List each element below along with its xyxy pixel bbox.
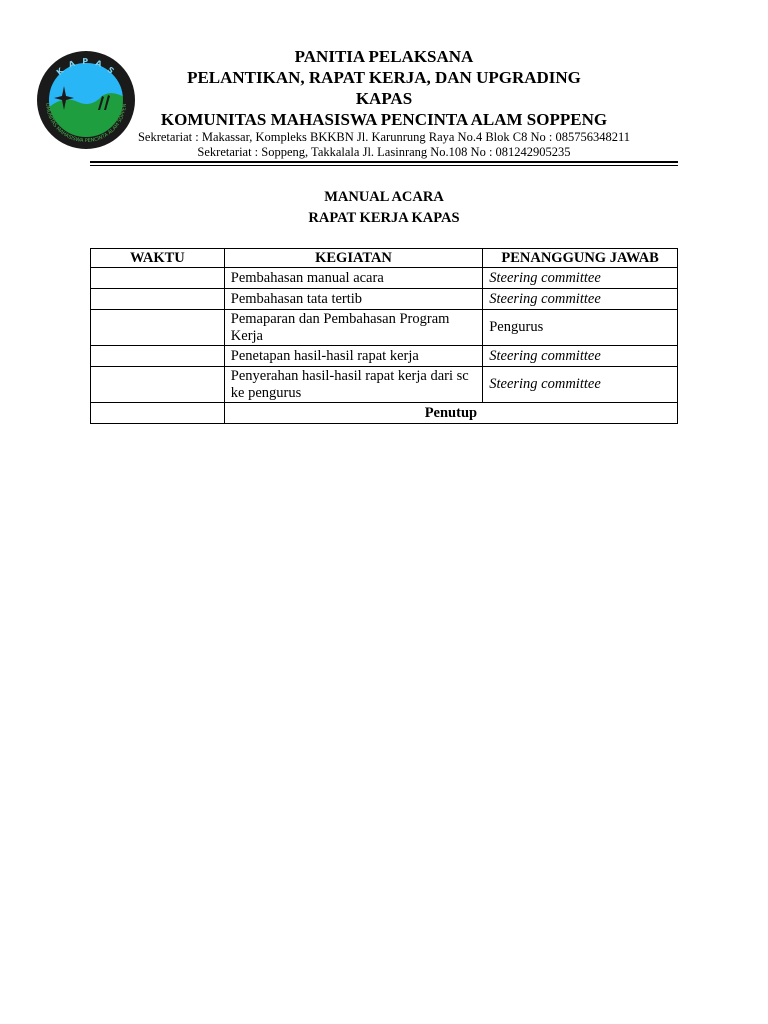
cell-kegiatan: Pembahasan tata tertib (224, 289, 482, 310)
header-committee: PANITIA PELAKSANA (294, 47, 474, 66)
cell-kegiatan: Penyerahan hasil-hasil rapat kerja dari sc ke pengurus (224, 367, 482, 403)
address-makassar: Sekretariat : Makassar, Kompleks BKKBN Jl. Karunrung Raya No.4 Blok C8 No : 085756348211 (137, 130, 631, 144)
header-kegiatan: KEGIATAN (224, 249, 482, 268)
cell-waktu (91, 367, 225, 403)
cell-kegiatan: Pemaparan dan Pembahasan Program Kerja (224, 310, 482, 346)
cell-waktu (91, 403, 225, 424)
cell-waktu (91, 346, 225, 367)
cell-pj: Pengurus (483, 310, 678, 346)
header-org-short: KAPAS (355, 89, 413, 108)
header-divider-thin (90, 165, 678, 166)
cell-closing: Penutup (224, 403, 677, 424)
cell-waktu (91, 268, 225, 289)
title-line-2: RAPAT KERJA KAPAS (308, 210, 460, 226)
logo-ring-text-bottom: OMUNITAS MAHASISWA PENCINTA ALAM SOPPEN (43, 102, 128, 145)
table-row (91, 346, 678, 367)
table-row-closing (91, 403, 678, 424)
cell-pj: Steering committee (483, 367, 678, 403)
table-row (91, 289, 678, 310)
letterhead (110, 46, 658, 160)
title-line-1: MANUAL ACARA (324, 189, 444, 205)
table-row (91, 268, 678, 289)
document-title (90, 187, 678, 229)
table-header-row (91, 249, 678, 268)
header-waktu: WAKTU (91, 249, 225, 268)
address-soppeng: Sekretariat : Soppeng, Takkalala Jl. Lasinrang No.108 No : 081242905235 (197, 145, 571, 159)
cell-pj: Steering committee (483, 289, 678, 310)
header-org-full: KOMUNITAS MAHASISWA PENCINTA ALAM SOPPENG (160, 110, 608, 129)
header-penanggung-jawab: PENANGGUNG JAWAB (483, 249, 678, 268)
cell-kegiatan: Penetapan hasil-hasil rapat kerja (224, 346, 482, 367)
header-divider-thick (90, 161, 678, 163)
cell-kegiatan: Pembahasan manual acara (224, 268, 482, 289)
logo-ring-text-top: K A P A S (54, 56, 118, 77)
cell-pj: Steering committee (483, 268, 678, 289)
header-event: PELANTIKAN, RAPAT KERJA, DAN UPGRADING (187, 68, 581, 87)
table-row (91, 310, 678, 346)
schedule-table (90, 248, 678, 424)
table-row (91, 367, 678, 403)
cell-waktu (91, 310, 225, 346)
cell-pj: Steering committee (483, 346, 678, 367)
cell-waktu (91, 289, 225, 310)
